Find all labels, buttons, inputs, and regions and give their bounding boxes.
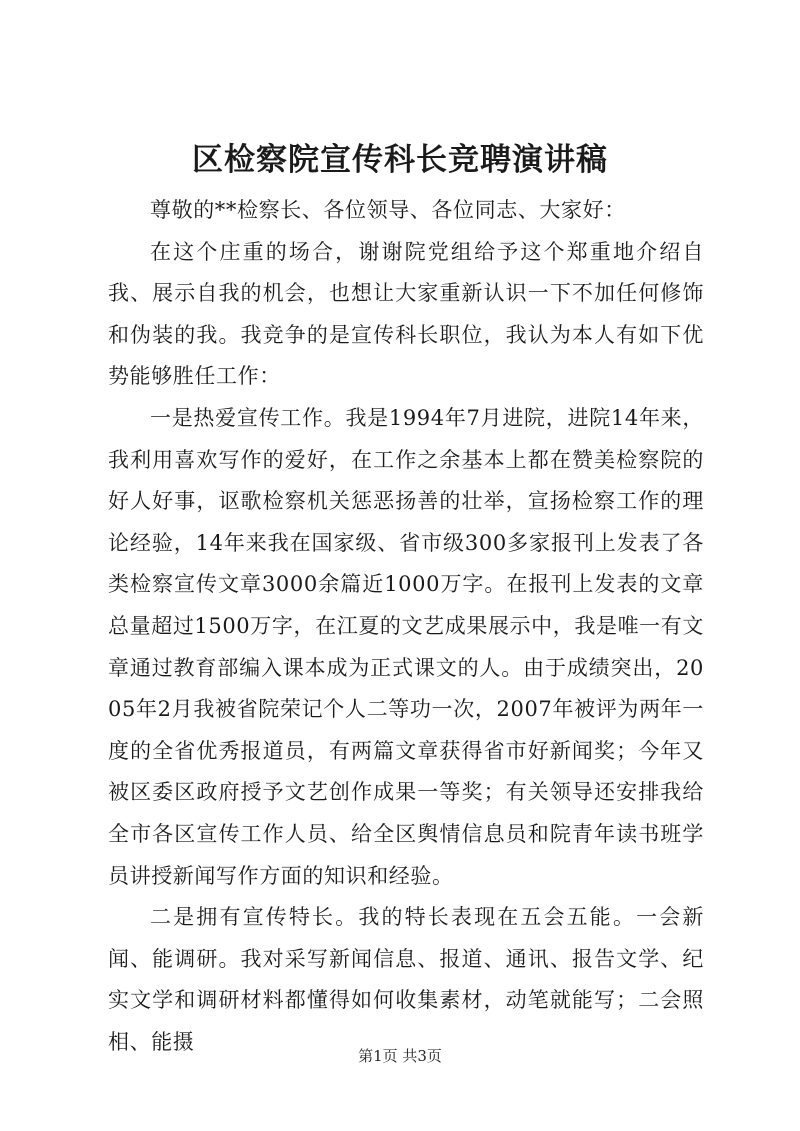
point-two-paragraph: 二是拥有宣传特长。我的特长表现在五会五能。一会新闻、能调研。我对采写新闻信息、报道、通讯、报告文学、纪实文学和调研材料都懂得如何收集素材，动笔就能写；二会照相、能摄 bbox=[108, 905, 704, 1054]
greeting-paragraph: 尊敬的**检察长、各位领导、各位同志、大家好： bbox=[150, 198, 626, 222]
intro-paragraph: 在这个庄重的场合，谢谢院党组给予这个郑重地介绍自我、展示自我的机会，也想让大家重新认识一下不加任何修饰和伪装的我。我竞争的是宣传科长职位，我认为本人有如下优势能够胜任工作： bbox=[108, 239, 704, 389]
page-footer: 第1页 共3页 bbox=[358, 1047, 442, 1065]
document-body bbox=[108, 190, 704, 1063]
document-title: 区检察院宣传科长竞聘演讲稿 bbox=[192, 142, 608, 178]
point-one-paragraph: 一是热爱宣传工作。我是1994年7月进院，进院14年来，我利用喜欢写作的爱好，在工作之余基本上都在赞美检察院的好人好事，讴歌检察机关惩恶扬善的壮举，宣扬检察工作的理论经验，14年来我在国家级、省市级300多家报刊上发表了各类检察宣传文章3000余篇近1000万字。在报刊上发表的文章总量超过1500万字，在江夏的文艺成果展示中，我是唯一有文章通过教育部编入课本成为正式课文的人。由于成绩突出，2005年2月我被省院荣记个人二等功一次，2007年被评为两年一度的全省优秀报道员，有两篇文章获得省市好新闻奖；今年又被区委区政府授予文艺创作成果一等奖；有关领导还安排我给全市各区宣传工作人员、给全区舆情信息员和院青年读书班学员讲授新闻写作方面的知识和经验。 bbox=[108, 405, 704, 888]
